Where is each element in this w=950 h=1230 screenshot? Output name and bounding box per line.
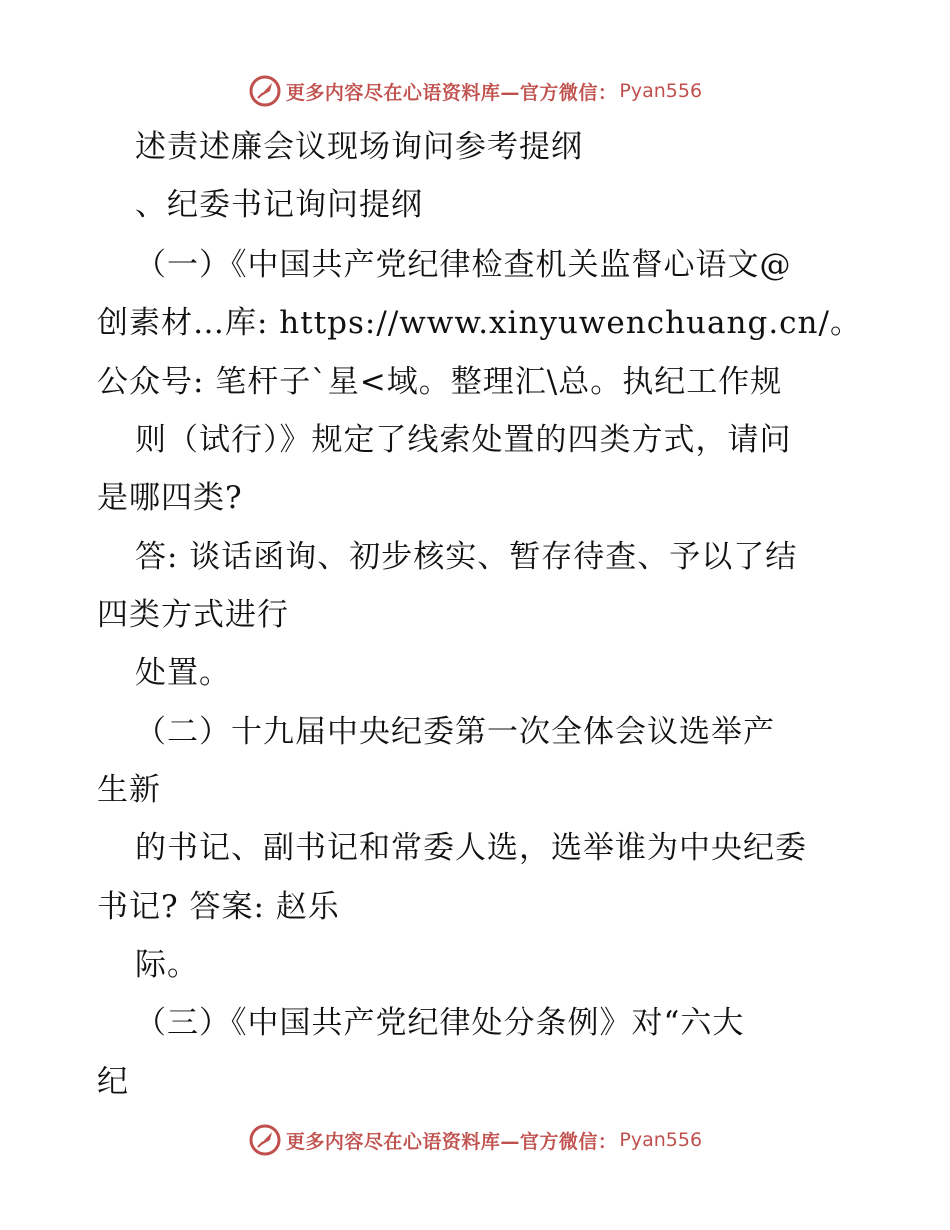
quill-logo-icon xyxy=(248,74,282,108)
doc-line: 是哪四类? xyxy=(97,480,243,516)
doc-line: 则（试行）》规定了线索处置的四类方式，请问 xyxy=(135,422,792,458)
doc-line: 公众号: 笔杆子`星<域。整理汇\总。执纪工作规 xyxy=(97,364,783,400)
doc-title: 述责述廉会议现场询问参考提纲 xyxy=(135,129,583,165)
banner-wechat-id: Pyan556 xyxy=(619,80,703,102)
doc-line: 的书记、副书记和常委人选，选举谁为中央纪委 xyxy=(135,830,807,866)
banner-wechat-id: Pyan556 xyxy=(619,1129,703,1151)
doc-line: （三）《中国共产党纪律处分条例》对“六大 xyxy=(135,1005,745,1041)
footer-banner xyxy=(0,1120,950,1160)
banner-text: 更多内容尽在心语资料库—官方微信： xyxy=(285,81,618,104)
doc-line: 创素材…库: https://www.xinyuwenchuang.cn/。 xyxy=(97,305,862,341)
doc-line: 纪 xyxy=(97,1064,129,1100)
banner-text: 更多内容尽在心语资料库—官方微信： xyxy=(285,1130,618,1153)
header-banner xyxy=(0,71,950,111)
doc-line: 生新 xyxy=(97,772,161,808)
quill-logo-icon xyxy=(248,1123,282,1157)
doc-line: （一）《中国共产党纪律检查机关监督心语文@ xyxy=(135,247,792,283)
doc-line: 际。 xyxy=(135,947,199,983)
doc-line: 答: 谈话函询、初步核实、暂存待查、予以了结 xyxy=(135,539,798,575)
doc-line: 书记? 答案: 赵乐 xyxy=(97,889,340,925)
doc-line: 、纪委书记询问提纲 xyxy=(135,187,423,223)
doc-line: 四类方式进行 xyxy=(97,597,289,633)
doc-line: （二）十九届中央纪委第一次全体会议选举产 xyxy=(135,714,775,750)
doc-line: 处置。 xyxy=(135,655,231,691)
